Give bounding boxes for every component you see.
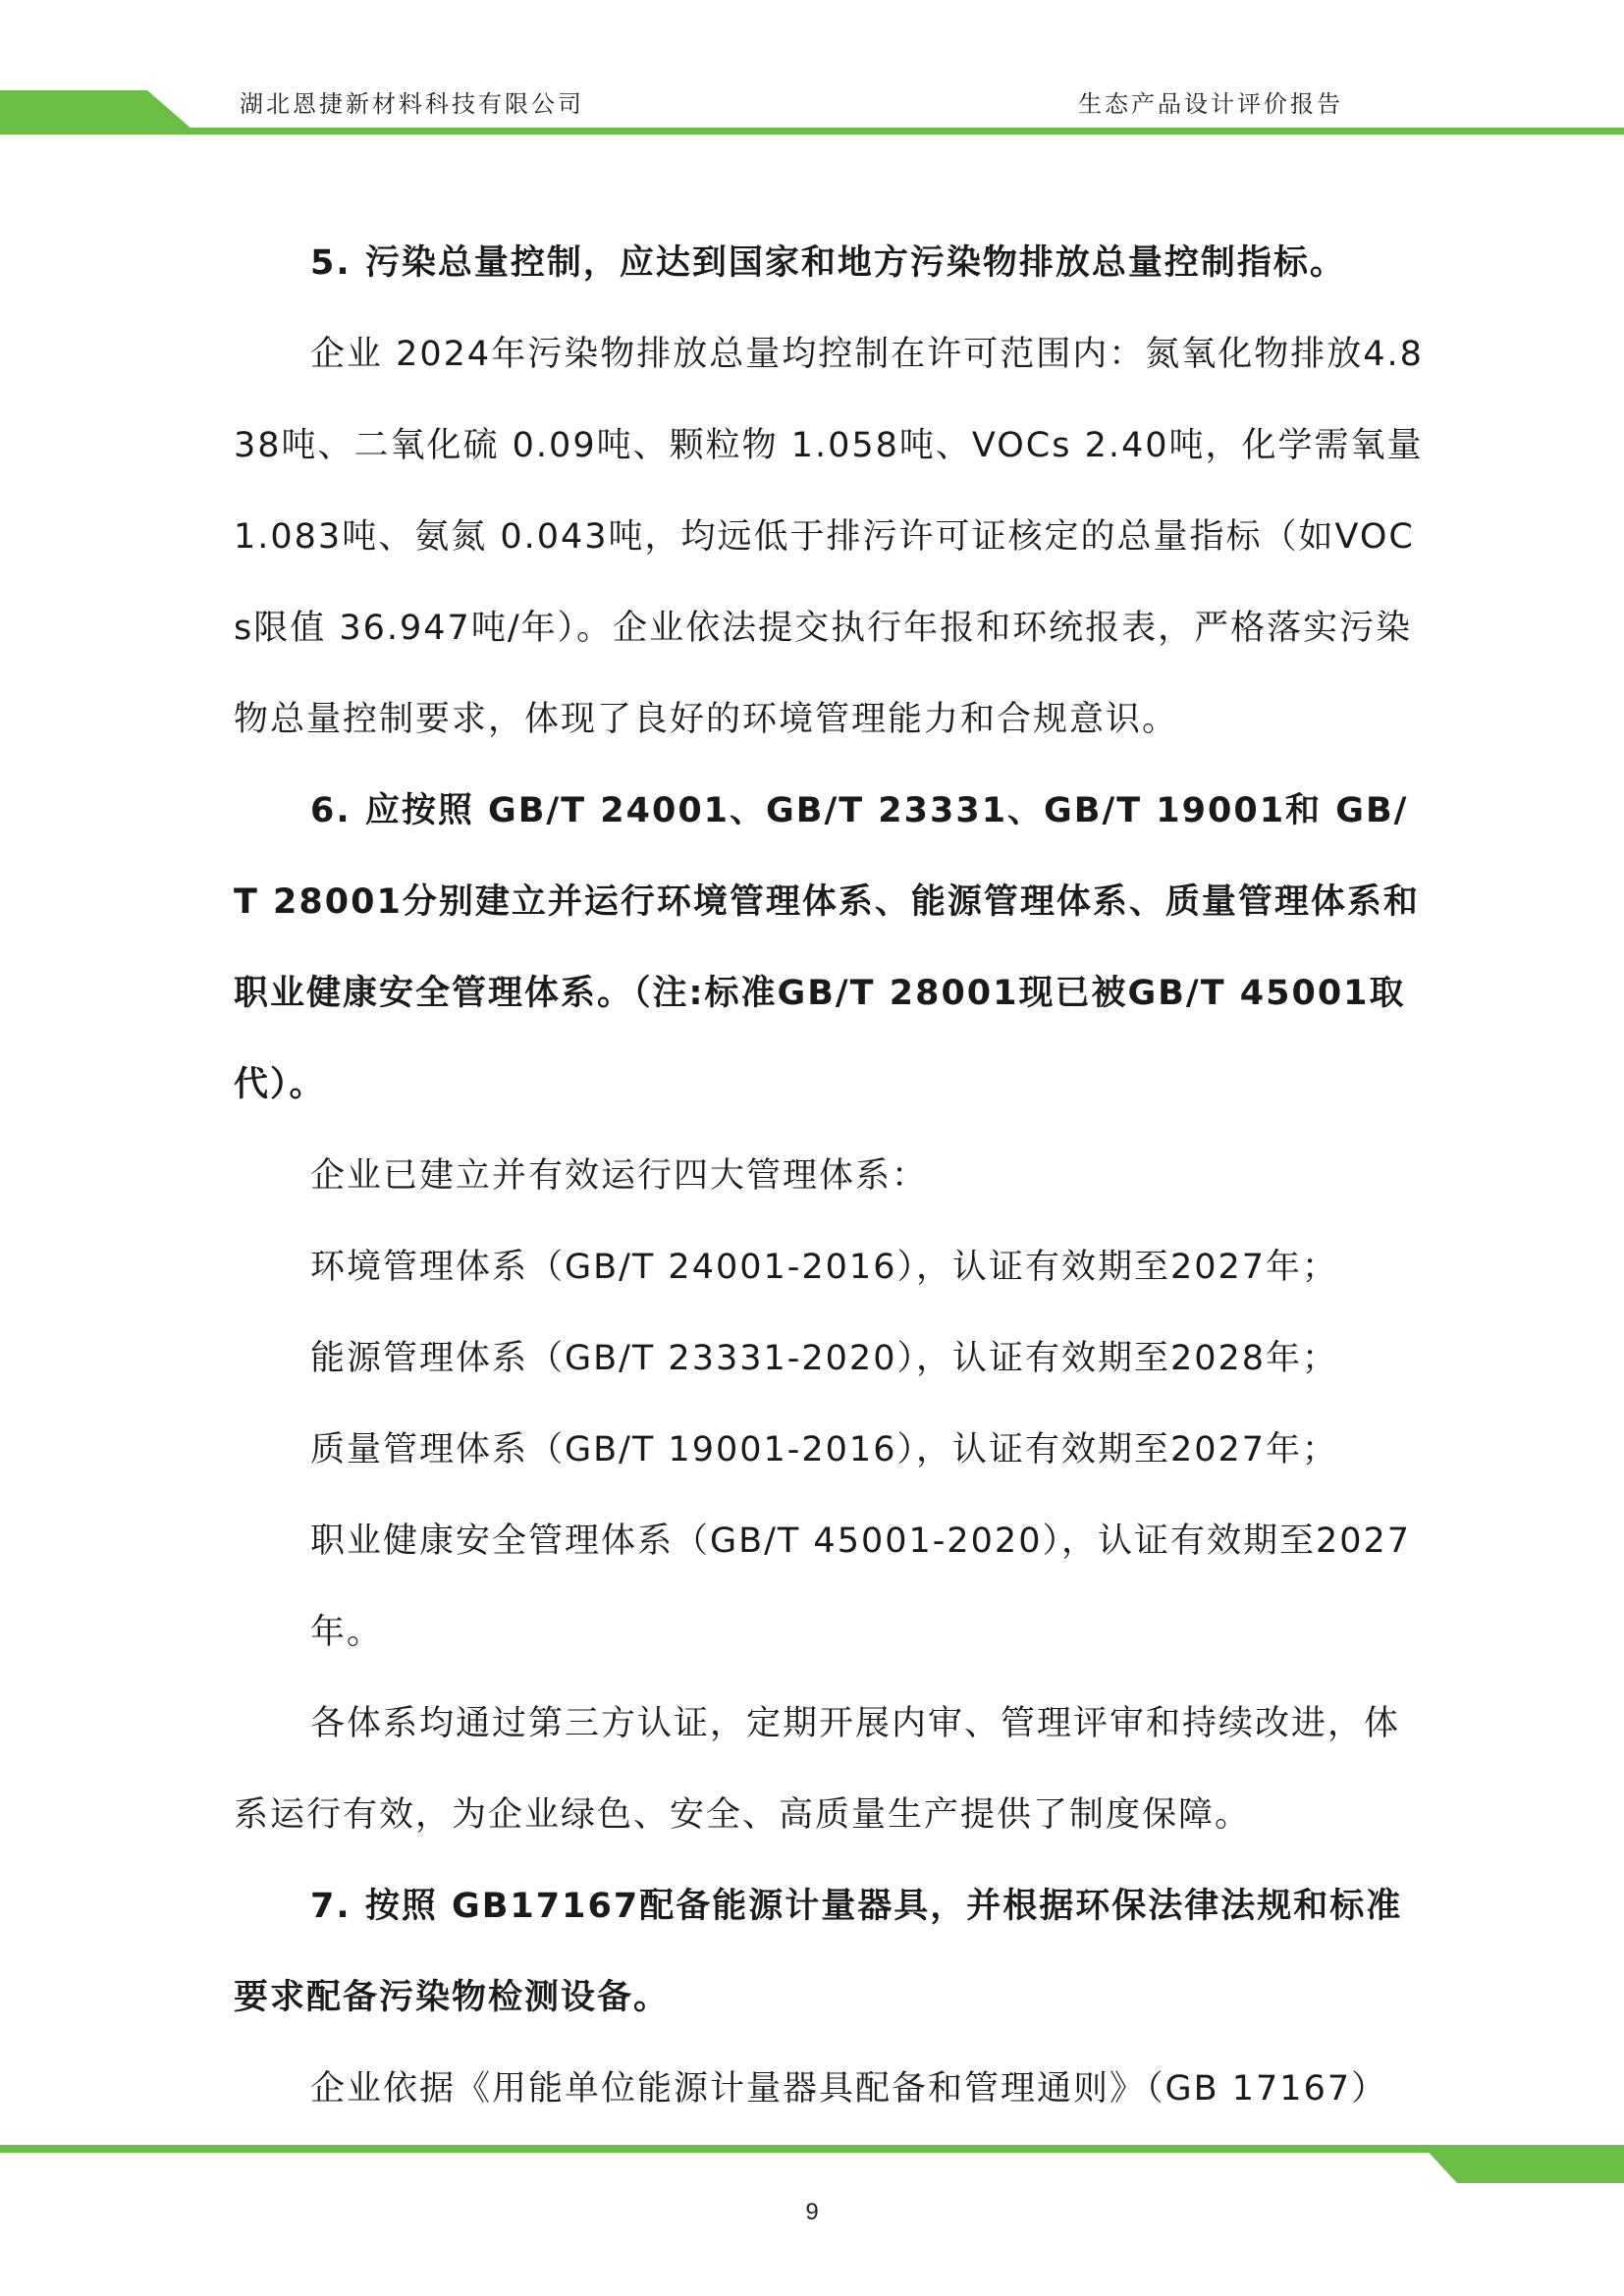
section6-item-ohs: 职业健康安全管理体系（GB/T 45001-2020），认证有效期至2027年。: [310, 1522, 1412, 1652]
section6-closing: 各体系均通过第三方认证，定期开展内审、管理评审和持续改进，体系运行有效，为企业绿色、安全、高质量生产提供了制度保障。: [234, 1704, 1401, 1835]
header-green-line: [0, 128, 1624, 134]
section5-heading: 5. 污染总量控制，应达到国家和地方污染物排放总量控制指标。: [310, 243, 1346, 283]
header-report-title: 生态产品设计评价报告: [1078, 90, 1343, 118]
section6-heading: 6. 应按照 GB/T 24001、GB/T 23331、GB/T 19001和 GB/T 28001分别建立并运行环境管理体系、能源管理体系、质量管理体系和职业健康安全管理体系。（注:标准GB/T 28001现已被GB/T 45001取代）。: [234, 791, 1420, 1104]
section7-body: 企业依据《用能单位能源计量器具配备和管理通则》（GB 17167）: [310, 2069, 1388, 2109]
header-band: [0, 0, 1624, 147]
page-content: [234, 218, 1436, 2135]
footer-green-line: [0, 2145, 1624, 2153]
section6-intro: 企业已建立并有效运行四大管理体系：: [310, 1156, 929, 1196]
section5-body: 企业 2024年污染物排放总量均控制在许可范围内：氮氧化物排放4.838吨、二氧化硫 0.09吨、颗粒物 1.058吨、VOCs 2.40吨，化学需氧量 1.083吨、氨氮 0.043吨，均远低于排污许可证核定的总量指标（如VOCs限值 36.947吨/年）。企业依法提交执行年报和环统报表，严格落实污染物总量控制要求，体现了良好的环境管理能力和合规意识。: [234, 335, 1436, 739]
page-number: 9: [805, 2199, 819, 2225]
section6-item-environment: 环境管理体系（GB/T 24001-2016），认证有效期至2027年；: [310, 1248, 1339, 1287]
header-green-tab: [0, 90, 192, 130]
section6-item-quality: 质量管理体系（GB/T 19001-2016），认证有效期至2027年；: [310, 1430, 1339, 1469]
section6-item-energy: 能源管理体系（GB/T 23331-2020），认证有效期至2028年；: [310, 1339, 1339, 1378]
header-company-name: 湖北恩捷新材料科技有限公司: [240, 90, 584, 118]
footer-green-tab: [1422, 2145, 1624, 2183]
section7-heading: 7. 按照 GB17167配备能源计量器具，并根据环保法律法规和标准要求配备污染物检测设备。: [234, 1887, 1403, 2017]
